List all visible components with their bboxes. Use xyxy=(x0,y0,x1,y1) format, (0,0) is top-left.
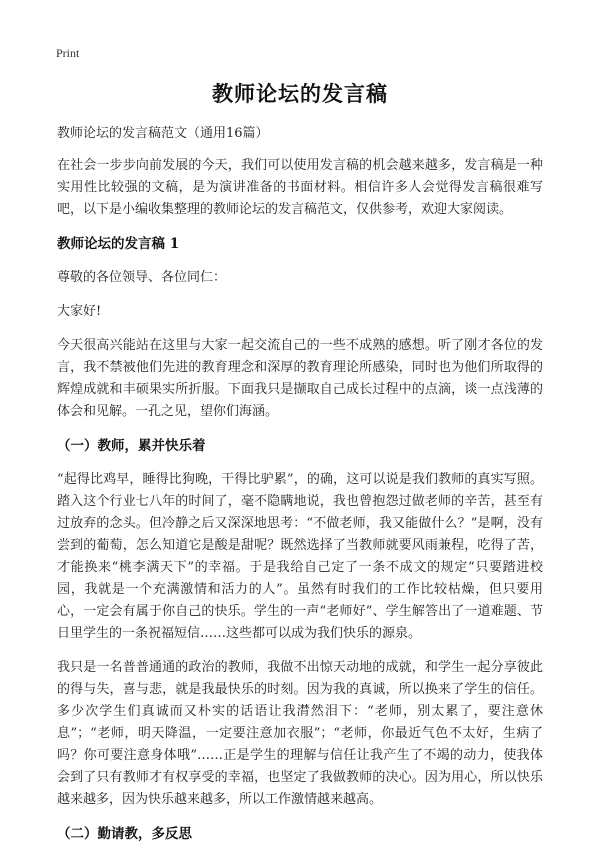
part1-heading: （一）教师，累并快乐着 xyxy=(57,438,206,454)
greeting-paragraph: 大家好! xyxy=(57,304,102,319)
part2-heading: （二）勤请教，多反思 xyxy=(57,826,192,842)
print-link[interactable]: Print xyxy=(56,46,80,60)
salutation-paragraph: 尊敬的各位领导、各位同仁： xyxy=(57,270,227,285)
part1-paragraph-2: 我只是一名普普通通的政治的教师，我做不出惊天动地的成就，和学生一起分享彼此的得与失，喜与悲，就是我最快乐的时刻。因为我的真诚，所以换来了学生的信任。多少次学生们真诚而又朴实的话语让我潸然泪下：“老师，别太累了，要注意休息”；“老师，明天降温，一定要注意加衣服”；“老师，你最近气色不太好，生病了吗？你可要注意身体哦”……正是学生的理解与信任让我产生了不竭的动力，使我体会到了只有教师才有权享受的幸福，也坚定了我做教师的决心。因为用心，所以快乐越来越多，因为快乐越来越多，所以工作激情越来越高。 xyxy=(57,660,543,807)
page-title: 教师论坛的发言稿 xyxy=(212,81,388,106)
document-body xyxy=(57,78,543,857)
intro-paragraph: 在社会一步步向前发展的今天，我们可以使用发言稿的机会越来越多，发言稿是一种实用性比较强的文稿，是为演讲准备的书面材料。相信许多人会觉得发言稿很难写吧，以下是小编收集整理的教师论坛的发言稿范文，仅供参考，欢迎大家阅读。 xyxy=(57,158,543,217)
part1-paragraph-1: “起得比鸡早，睡得比狗晚，干得比驴累”，的确，这可以说是我们教师的真实写照。踏入这个行业七八年的时间了，毫不隐瞒地说，我也曾抱怨过做老师的辛苦，甚至有过放弃的念头。但冷静之后又深深地思考：“不做老师，我又能做什么？”是啊，没有尝到的葡萄，怎么知道它是酸是甜呢？既然选择了当教师就要风雨兼程，吃得了苦，才能换来“桃李满天下”的幸福。于是我给自己定了一条不成文的规定“只要踏进校园，我就是一个充满激情和活力的人”。虽然有时我们的工作比较枯燥，但只要用心，一定会有属于你自己的快乐。学生的一声“老师好”、学生解答出了一道难题、节日里学生的一条祝福短信……这些都可以成为我们快乐的源泉。 xyxy=(57,472,543,641)
document-subtitle: 教师论坛的发言稿范文（通用16篇） xyxy=(57,126,269,141)
section-heading: 教师论坛的发言稿 1 xyxy=(57,236,180,252)
opening-paragraph: 今天很高兴能站在这里与大家一起交流自己的一些不成熟的感想。听了刚才各位的发言，我不禁被他们先进的教育理念和深厚的教育理论所感染，同时也为他们所取得的辉煌成就和丰硕果实所折服。下面我只是撷取自己成长过程中的点滴，谈一点浅薄的体会和见解。一孔之见，望你们海涵。 xyxy=(57,338,543,419)
